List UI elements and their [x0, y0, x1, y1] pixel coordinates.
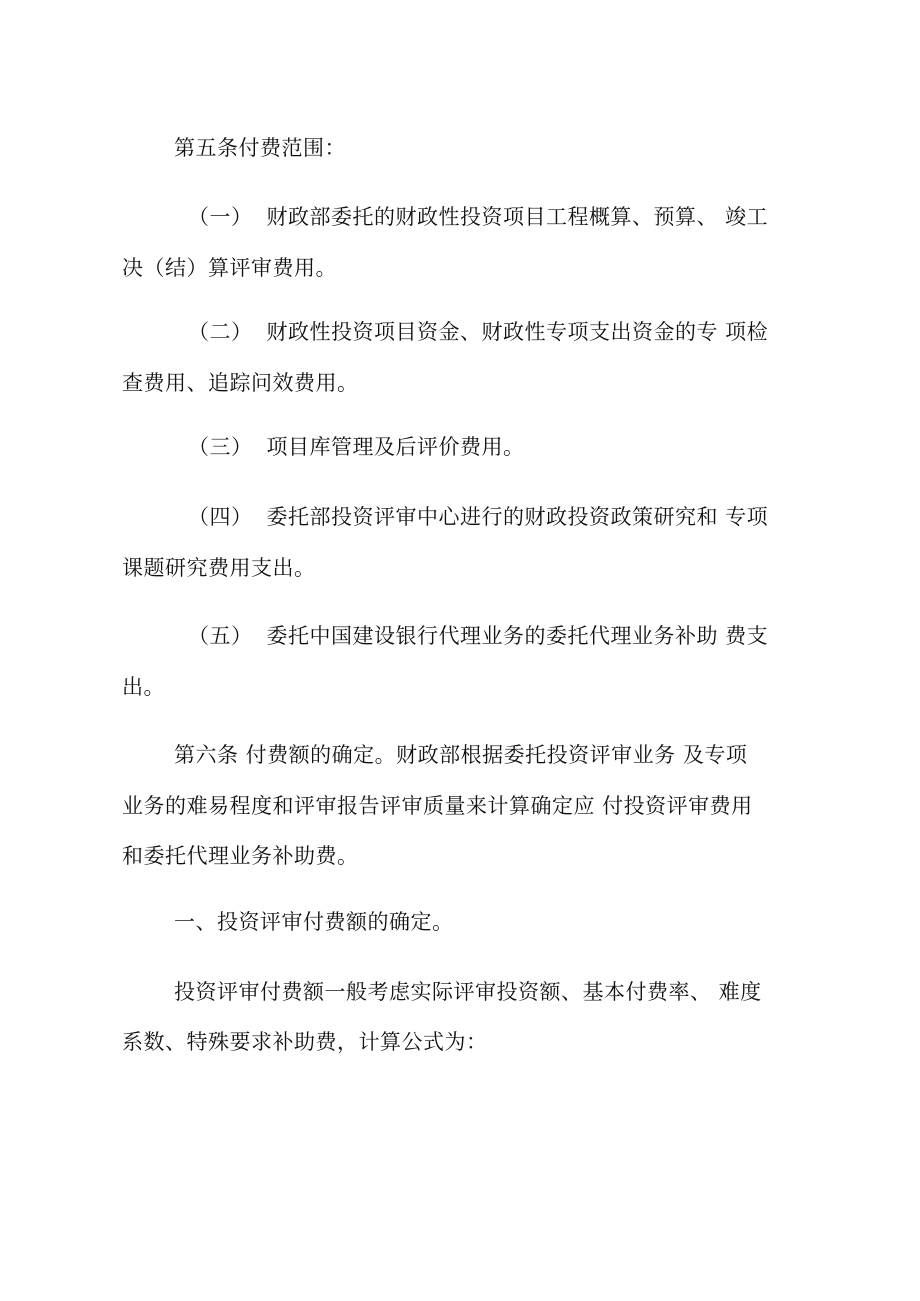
item-2-line-1 [188, 318, 768, 346]
item-2-marker: （二） [188, 320, 253, 344]
item-4-line-1 [188, 503, 768, 531]
section-1-para-line-2: 系数、特殊要求补助费，计算公式为： [122, 1030, 488, 1054]
article-6-line-3: 和委托代理业务补助费。 [122, 844, 359, 868]
section-1-heading: 一、投资评审付费额的确定。 [174, 910, 454, 934]
article-6-line-1: 第六条 付费额的确定。财政部根据委托投资评审业务 及专项 [174, 743, 748, 767]
item-5-line-2: 出。 [122, 675, 165, 699]
section-1-para-line-1: 投资评审付费额一般考虑实际评审投资额、基本付费率、 难度 [174, 980, 762, 1004]
item-1-line-1 [188, 203, 768, 231]
item-4-marker: （四） [188, 505, 253, 529]
item-1-text: 财政部委托的财政性投资项目工程概算、预算、 竣工 [266, 205, 769, 229]
item-3-marker: （三） [188, 435, 253, 459]
article-5-title: 第五条付费范围： [174, 136, 346, 160]
article-6-line-2: 业务的难易程度和评审报告评审质量来计算确定应 付投资评审费用 [122, 794, 753, 818]
item-5-marker: （五） [188, 624, 253, 648]
item-4-line-2: 课题研究费用支出。 [122, 556, 316, 580]
item-4-text: 委托部投资评审中心进行的财政投资政策研究和 专项 [266, 505, 769, 529]
item-2-text: 财政性投资项目资金、财政性专项支出资金的专 项检 [266, 320, 769, 344]
item-3-text: 项目库管理及后评价费用。 [266, 435, 525, 459]
item-1-line-2: 决（结）算评审费用。 [122, 256, 337, 280]
item-1-marker: （一） [188, 205, 253, 229]
item-5-text: 委托中国建设银行代理业务的委托代理业务补助 费支 [266, 624, 769, 648]
item-5-line-1 [188, 622, 768, 650]
item-2-line-2: 查费用、追踪问效费用。 [122, 371, 359, 395]
item-3-line-1 [188, 433, 525, 461]
